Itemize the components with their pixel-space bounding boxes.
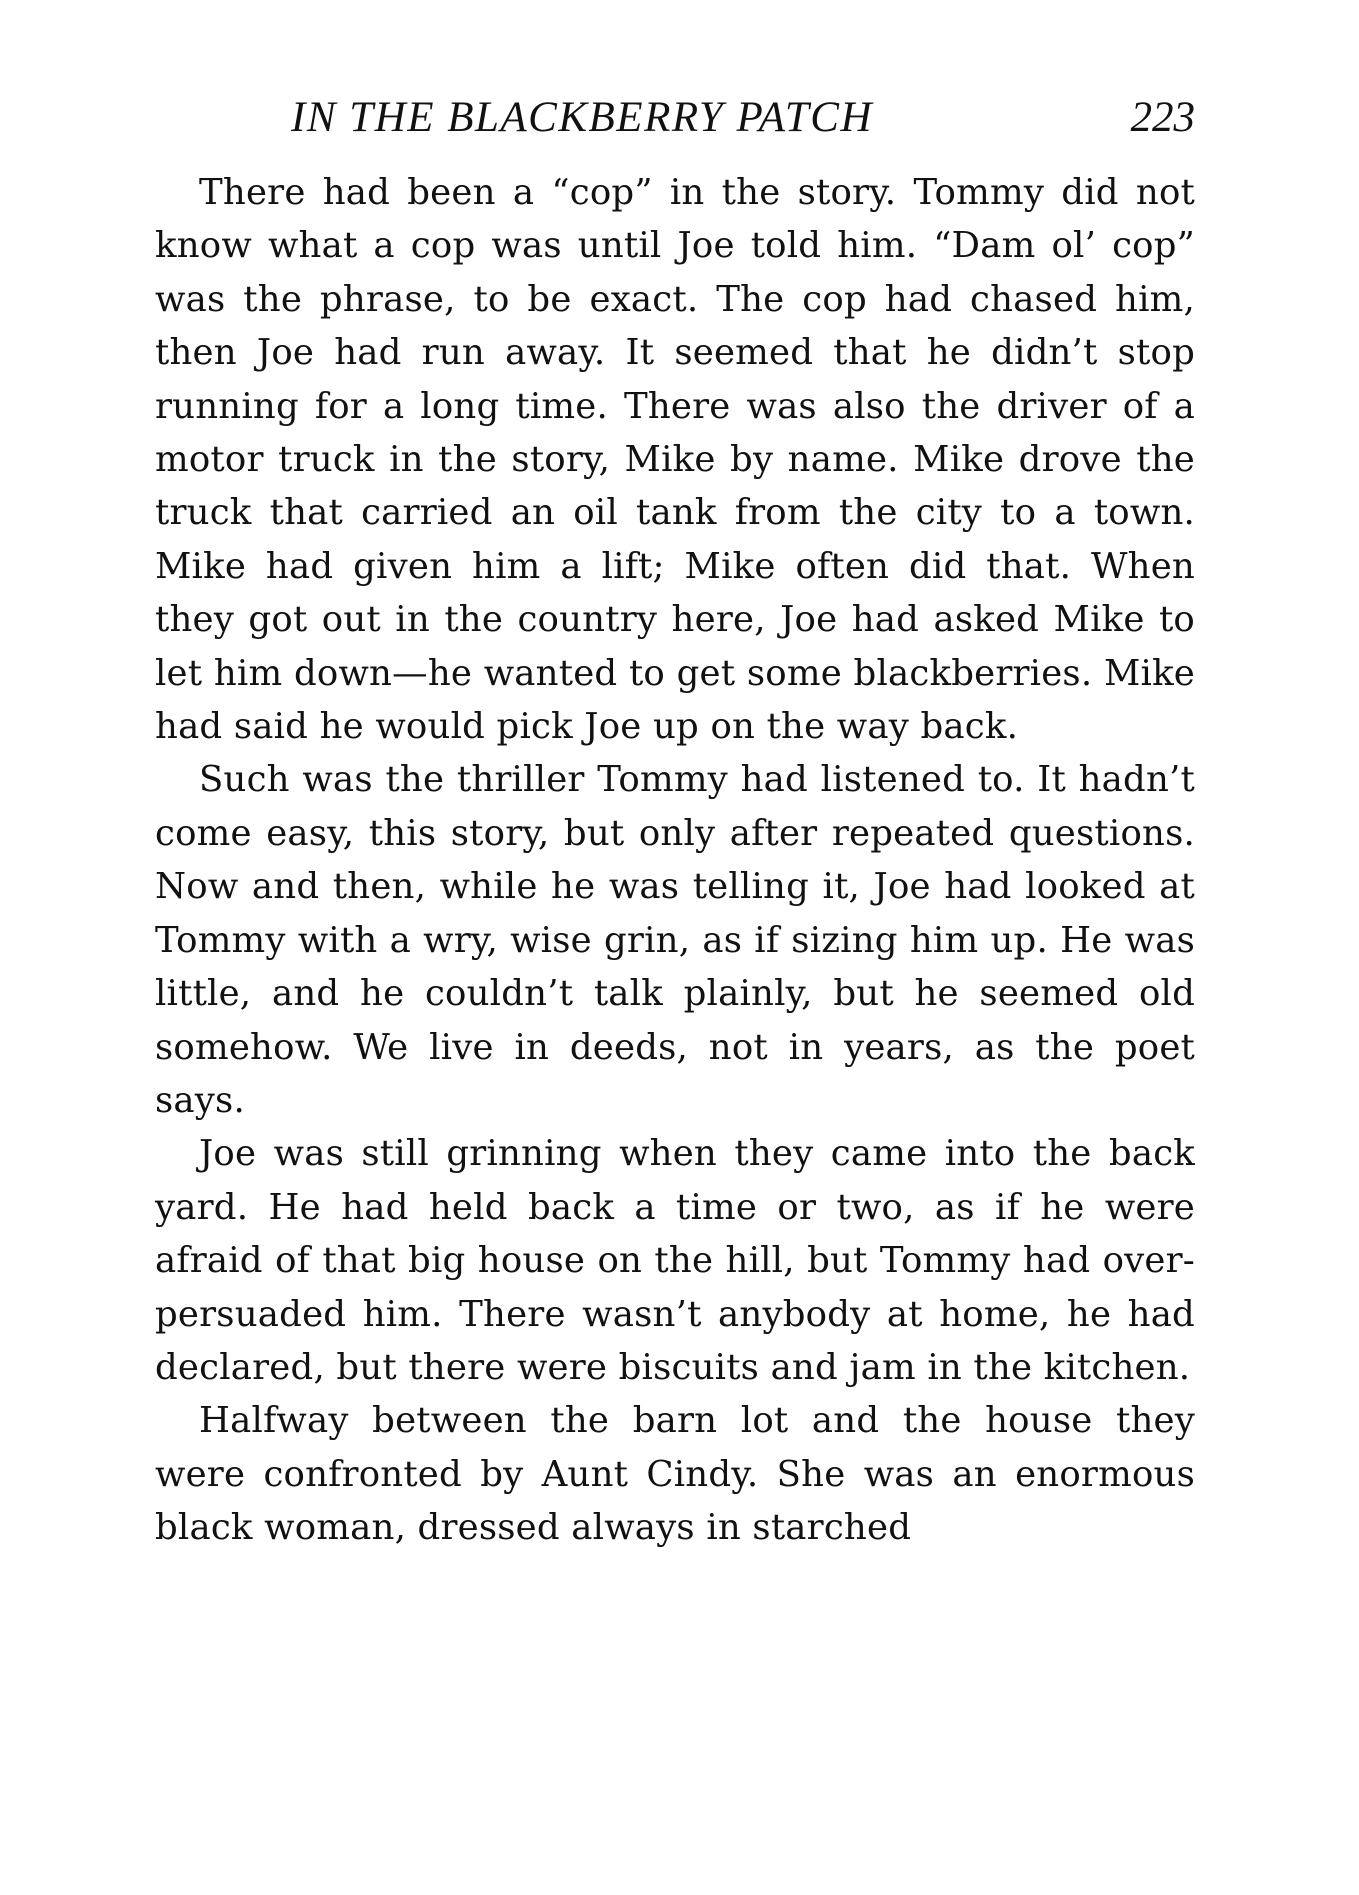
paragraph: Halfway between the barn lot and the house they were confronted by Aunt Cindy. She was an enormous black woman, dressed always in starched bbox=[155, 1400, 1195, 1549]
paragraph: There had been a “cop” in the story. Tommy did not know what a cop was until Joe told him. “Dam ol’ cop” was the phrase, to be exact. The cop had chased him, then Joe had run away. It seemed that he didn’t stop running for a long time. There was also the driver of a motor truck in the story, Mike by name. Mike drove the truck that carried an oil tank from the city to a town. Mike had given him a lift; Mike often did that. When they got out in the country here, Joe had asked Mike to let him down—he wanted to get some blackberries. Mike had said he would pick Joe up on the way back. bbox=[155, 172, 1195, 748]
paragraph: Joe was still grinning when they came into the back yard. He had held back a time or two, as if he were afraid of that big house on the hill, but Tommy had over-persuaded him. There wasn’t anybody at home, he had declared, but there were biscuits and jam in the kitchen. bbox=[155, 1133, 1195, 1388]
body-text bbox=[155, 166, 1195, 1555]
page-number: 223 bbox=[1130, 94, 1195, 141]
running-head bbox=[155, 88, 1195, 148]
paragraph: Such was the thriller Tommy had listened to. It hadn’t come easy, this story, but only after repeated questions. Now and then, while he was telling it, Joe had looked at Tommy with a wry, wise grin, as if sizing him up. He was little, and he couldn’t talk plainly, but he seemed old somehow. We live in deeds, not in years, as the poet says. bbox=[155, 759, 1195, 1121]
running-title: IN THE BLACKBERRY PATCH bbox=[291, 94, 874, 141]
